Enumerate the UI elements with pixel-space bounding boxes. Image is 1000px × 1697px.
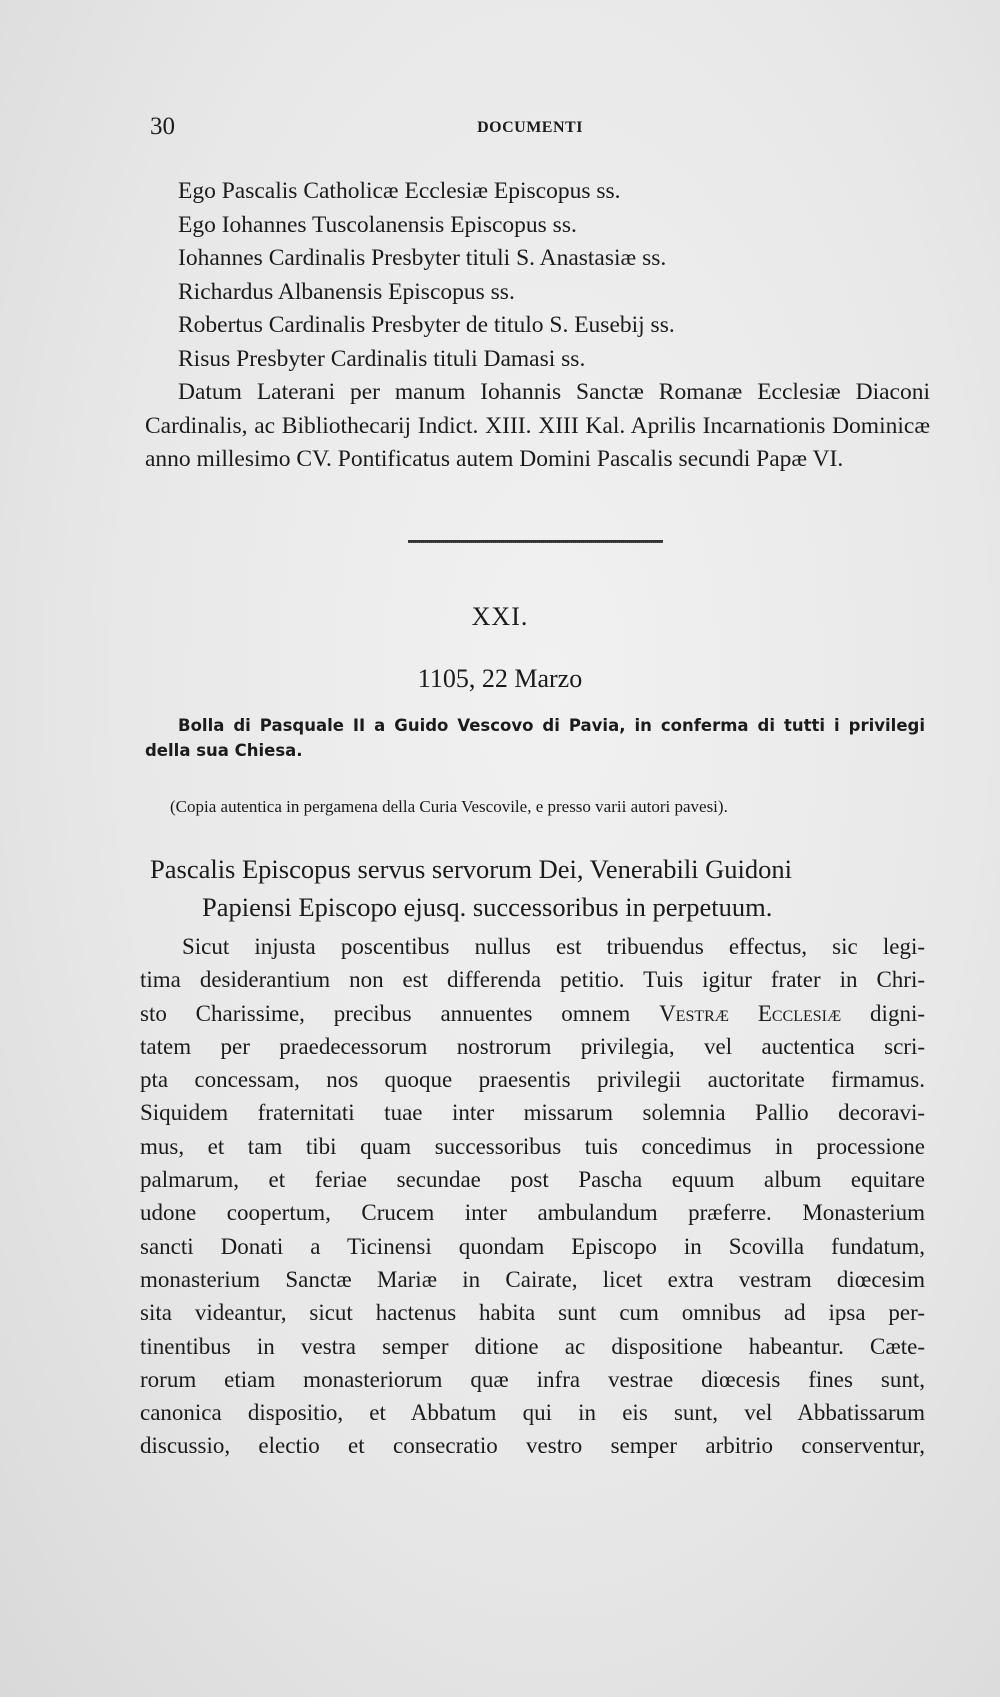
body-smallcaps: Vestræ Ecclesiæ <box>659 1000 842 1026</box>
body-line: palmarum, et feriae secundae post Pascha equum album equitare <box>140 1167 925 1193</box>
running-head: DOCUMENTI <box>477 119 583 136</box>
page-header <box>150 113 910 153</box>
body-line: tinentibus in vestra semper ditione ac dispositione habeantur. Cæte- <box>140 1333 925 1359</box>
body-line: discussio, electio et consecratio vestro semper arbitrio conserventur, <box>140 1433 925 1459</box>
subscription-line: Richardus Albanensis Episcopus ss. <box>178 278 515 305</box>
body-line: monasterium Sanctæ Mariæ in Cairate, licet extra vestram diœcesim <box>140 1266 925 1292</box>
subscription-line: Risus Presbyter Cardinalis tituli Damasi ss. <box>178 345 586 372</box>
body-line: Siquidem fraternitati tuae inter missarum solemnia Pallio decoravi- <box>140 1100 925 1126</box>
body-line: Sicut injusta poscentibus nullus est tribuendus effectus, sic legi- <box>182 934 925 959</box>
section-divider <box>408 540 663 543</box>
body-line-mixed <box>140 997 925 1030</box>
subscription-line: Robertus Cardinalis Presbyter de titulo S. Eusebij ss. <box>178 312 675 338</box>
body-line: sita videantur, sicut hactenus habita sunt cum omnibus ad ipsa per- <box>140 1300 925 1326</box>
document-summary: Bolla di Pasquale II a Guido Vescovo di Pavia, in conferma di tutti i privilegi della sua Chiesa. <box>145 716 925 760</box>
body-line: tatem per praedecessorum nostrorum privilegia, vel auctentica scri- <box>140 1033 925 1059</box>
subscription-line: Ego Iohannes Tuscolanensis Episcopus ss. <box>178 211 577 238</box>
page-number: 30 <box>150 113 175 140</box>
address-line: Papiensi Episcopo ejusq. successoribus in perpetuum. <box>202 892 773 922</box>
datum-paragraph: Datum Laterani per manum Iohannis Sanctæ Romanæ Ecclesiæ Diaconi Cardinalis, ac Bibliothecarij Indict. XIII. XIII Kal. Aprilis Incarnationis Dominicæ anno millesimo CV. Pontificatus autem Domini Pascalis secundi Papæ VI. <box>145 379 930 472</box>
subscription-line: Ego Pascalis Catholicæ Ecclesiæ Episcopus ss. <box>178 178 621 204</box>
document-date: 1105, 22 Marzo <box>417 664 583 693</box>
document-number: XXI. <box>471 602 529 631</box>
body-line: sancti Donati a Ticinensi quondam Episcopo in Scovilla fundatum, <box>140 1233 925 1259</box>
source-note: (Copia autentica in pergamena della Curia Vescovile, e presso varii autori pavesi). <box>170 797 728 816</box>
body-line: mus, et tam tibi quam successoribus tuis concedimus in processione <box>140 1133 925 1159</box>
body-line: tima desiderantium non est differenda petitio. Tuis igitur frater in Chri- <box>140 967 925 993</box>
address-heading <box>150 850 940 926</box>
body-line: rorum etiam monasteriorum quæ infra vestrae diœcesis fines sunt, <box>140 1366 925 1392</box>
body-line-start: sto Charissime, precibus annuentes omnem <box>140 1000 660 1026</box>
body-line-end: digni- <box>841 1000 925 1026</box>
body-line: canonica dispositio, et Abbatum qui in eis sunt, vel Abbatissarum <box>140 1400 925 1426</box>
subscription-line: Iohannes Cardinalis Presbyter tituli S. Anastasiæ ss. <box>178 245 667 271</box>
body-line: pta concessam, nos quoque praesentis privilegii auctoritate firmamus. <box>140 1067 925 1093</box>
body-line: udone coopertum, Crucem inter ambulandum præferre. Monasterium <box>140 1200 925 1226</box>
subscriptions-block <box>145 175 930 477</box>
address-line: Pascalis Episcopus servus servorum Dei, Venerabili Guidoni <box>150 854 793 884</box>
document-body <box>140 930 925 1463</box>
